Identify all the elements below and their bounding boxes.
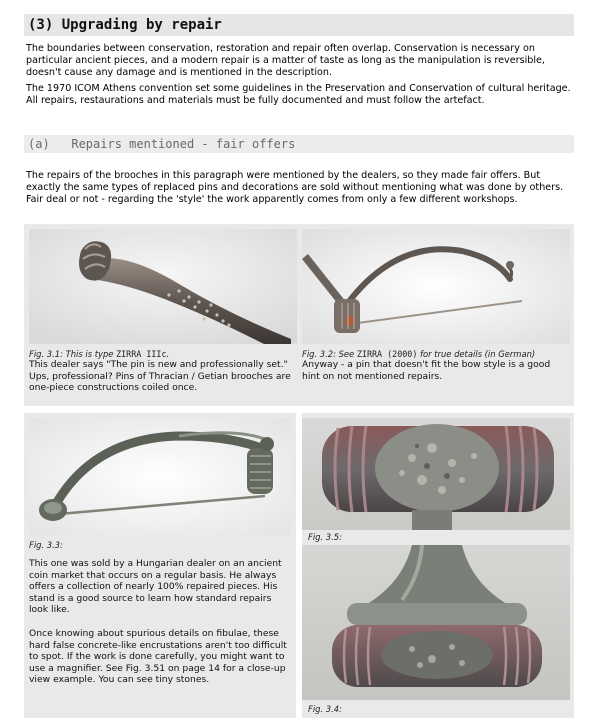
brooch-pin-image: [302, 229, 570, 344]
fig-3-1-caption: [29, 349, 297, 394]
subsection-heading: (a) Repairs mentioned - fair offers: [24, 135, 574, 153]
intro-text: [26, 43, 576, 107]
fig-3-3-photo: [29, 418, 291, 536]
fig-3-1-photo: [29, 229, 297, 344]
fig-3-4-photo: [302, 545, 570, 700]
fig-3-5-label: Fig. 3.5:: [308, 532, 342, 542]
fig-3-2-caption: [302, 349, 570, 382]
fig-3-1-label: Fig. 3.1: This is type ZIRRA IIIc.: [29, 349, 170, 359]
fig-3-3-text-2: Once knowing about spurious details on fibulae, these hard false concrete-like encrustations aren't too difficult to spot. If the work is done carefully, you might want to use a magnifier. See Fig. 3.51 on page 14 for a close-up view example. You can see tiny stones.: [29, 627, 287, 686]
brooch-head-closeup-image: [302, 545, 570, 700]
encrustation-closeup-image: [302, 418, 570, 530]
fig-3-5-photo: [302, 418, 570, 530]
fig-3-2-photo: [302, 229, 570, 344]
subsection-text: The repairs of the brooches in this paragraph were mentioned by the dealers, so they made fair offers. But exactly the same types of replaced pins and decorations are sold without mentioning what was done by others. Fair deal or not - regarding the 'style' the work apparently comes from only a few different workshops.: [26, 170, 564, 206]
repaired-brooch-image: [29, 418, 291, 536]
intro-paragraph-2: The 1970 ICOM Athens convention set some guidelines in the Preservation and Conservation of cultural heritage. All repairs, restaurations and materials must be fully documented and must follow the artefact.: [26, 82, 571, 106]
section-heading: (3) Upgrading by repair: [24, 14, 574, 36]
fig-3-3-text-1: This one was sold by a Hungarian dealer on an ancient coin market that occurs on a regular basis. He always offers a collection of nearly 100% repaired pieces. His stand is a good source to learn how standard repairs look like.: [29, 558, 282, 616]
fig-3-3-label: Fig. 3.3:: [29, 540, 63, 550]
brooch-bow-image: [29, 229, 297, 344]
intro-paragraph-1: The boundaries between conservation, restoration and repair often overlap. Conservation is necessary on particular ancient pieces, and a modern repair is a matter of taste as long as the manipulation is reversible, doesn't cause any damage and is mentioned in the description.: [26, 43, 545, 79]
fig-3-1-text: This dealer says "The pin is new and professionally set." Ups, professional? Pins of Thracian / Getian brooches are one-piece constructions coiled once.: [29, 359, 291, 394]
fig-3-2-text: Anyway - a pin that doesn't fit the bow style is a good hint on not mentioned repairs.: [302, 359, 551, 382]
fig-3-3-caption: [29, 540, 291, 686]
fig-3-2-label: Fig. 3.2: See ZIRRA (2000) for true details (in German): [302, 349, 536, 359]
fig-3-4-label: Fig. 3.4:: [308, 704, 342, 714]
